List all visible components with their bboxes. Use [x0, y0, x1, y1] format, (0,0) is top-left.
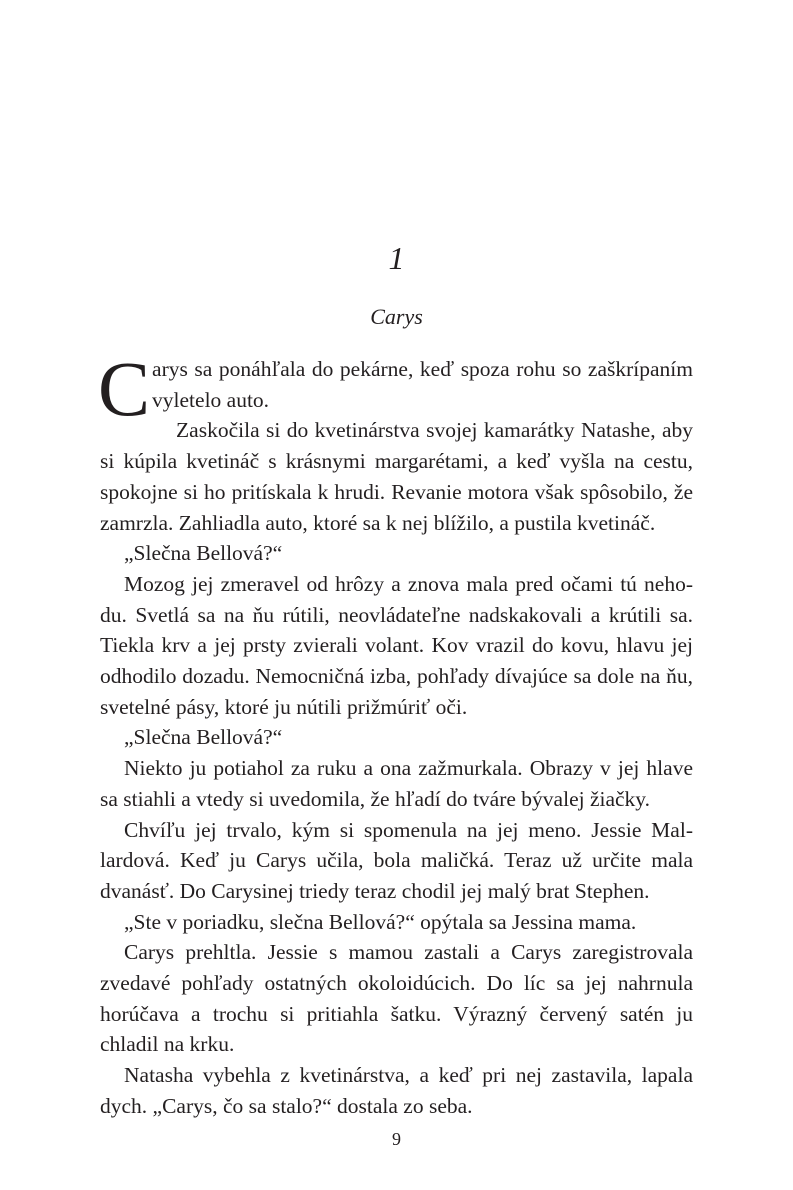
drop-cap: C — [98, 345, 151, 432]
chapter-number: 1 — [388, 240, 405, 276]
paragraph: „Ste v poriadku, slečna Bellová?“ opýtala sa Jessina mama. — [124, 909, 637, 934]
paragraph: Chvíľu jej trvalo, kým si spomenula na jej meno. Jessie Mallardová. Keď ju Carys učila, bola maličká. Teraz už určite mala dvanásť. Do Carysinej triedy teraz chodil jej malý brat Stephen. — [100, 817, 693, 903]
paragraph: Niekto ju potiahol za ruku a ona zažmurkala. Obrazy v jej hlave sa stiahli a vtedy si uvedomila, že hľadí do tváre bývalej žiačky. — [100, 756, 693, 811]
paragraph-opening-text: arys sa ponáhľala do pekárne, keď spoza rohu so zaškrípaním vyletelo auto. — [152, 357, 693, 412]
paragraph: Mozog jej zmeravel od hrôzy a znova mala pred očami tú nehodu. Svetlá sa na ňu rútili, neovládateľne nadskakovali a krútili sa. Tiekla krv a jej prsty zvierali volant. Kov vrazil do kovu, hlavu jej odhodilo dozadu. Nemocničná izba, pohľady dívajúce sa dole na ňu, svetelné pásy, ktoré ju nútili prižmúriť oči. — [100, 571, 693, 719]
paragraph: „Slečna Bellová?“ — [124, 725, 283, 750]
chapter-title: Carys — [370, 304, 423, 329]
page-number: 9 — [392, 1129, 401, 1149]
paragraph: Natasha vybehla z kvetinárstva, a keď pri nej zastavila, lapala dych. „Carys, čo sa stalo?“ dostala zo seba. — [100, 1063, 693, 1118]
paragraph: Carys prehltla. Jessie s mamou zastali a Carys zaregistrovala zvedavé pohľady ostatných okoloidúcich. Do líc sa jej nahrnula horúčava a trochu si pritiahla šatku. Výrazný červený satén ju chladil na krku. — [100, 940, 693, 1057]
body-text — [98, 345, 693, 1122]
paragraph-opening — [98, 345, 693, 432]
paragraph: Zaskočila si do kvetinárstva svojej kamarátky Natashe, aby si kúpila kvetináč s krásnymi margarétami, a keď vyšla na cestu, spokojne si ho pritískala k hrudi. Revanie motora však spôsobilo, že zamrzla. Zahliadla auto, ktoré sa k nej blížilo, a pustila kvetináč. — [100, 418, 693, 535]
paragraph: „Slečna Bellová?“ — [124, 541, 283, 566]
